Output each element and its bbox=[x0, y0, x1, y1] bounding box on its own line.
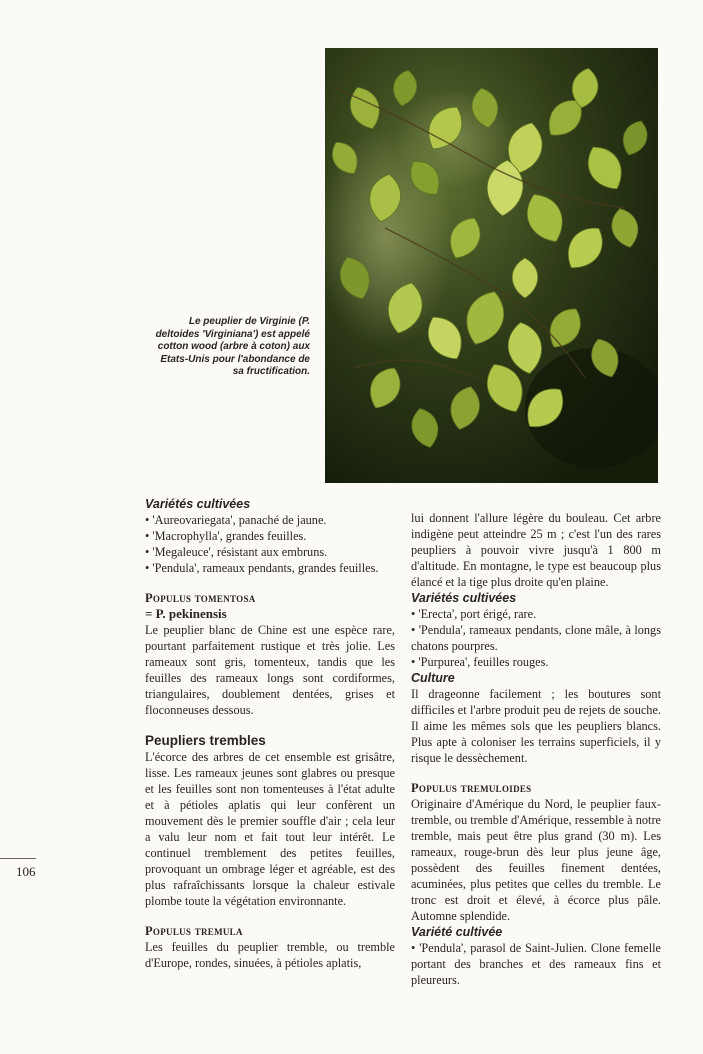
tremula-continued-text: lui donnent l'allure légère du bouleau. Cet arbre indigène peut atteindre 25 m ; c'est l'un des rares peupliers à pouvoir vivre jusqu'à 1 800 m d'altitude. En montagne, le type est beaucoup plus élancé et la tige plus droite qu'en plaine. bbox=[411, 511, 661, 589]
list-item: • 'Pendula', rameaux pendants, grandes feuilles. bbox=[145, 560, 395, 576]
right-column bbox=[411, 510, 661, 988]
varieties-heading: Variétés cultivées bbox=[145, 497, 251, 511]
tremuloides-title: Populus tremuloides bbox=[411, 781, 532, 795]
variety-list bbox=[411, 940, 661, 988]
photo-caption: Le peuplier de Virginie (P. deltoides 'Virginiana') est appelé cotton wood (arbre à coton) aux Etats-Unis pour l'abondance de sa fructification. bbox=[155, 316, 310, 377]
variety-heading: Variété cultivée bbox=[411, 925, 503, 939]
varieties-list bbox=[145, 512, 395, 576]
varieties-heading: Variétés cultivées bbox=[411, 591, 517, 605]
list-item: • 'Pendula', rameaux pendants, clone mâle, à longs chatons pourpres. bbox=[411, 622, 661, 654]
tomentosa-title: Populus tomentosa bbox=[145, 591, 256, 605]
page-number: 106 bbox=[16, 864, 36, 879]
leaf-illustration bbox=[325, 48, 658, 483]
list-item: • 'Purpurea', feuilles rouges. bbox=[411, 654, 661, 670]
list-item: • 'Aureovariegata', panaché de jaune. bbox=[145, 512, 395, 528]
culture-text: Il drageonne facilement ; les boutures sont difficiles et l'arbre produit peu de rejets de souche. Il aime les mêmes sols que les peupliers blancs. Plus apte à coloniser les terrains superficiels, il y risque le dessèchement. bbox=[411, 687, 661, 765]
tremula-title: Populus tremula bbox=[145, 924, 243, 938]
tremula-text: Les feuilles du peuplier tremble, ou tremble d'Europe, rondes, sinuées, à pétioles aplatis, bbox=[145, 940, 395, 970]
list-item: • 'Pendula', parasol de Saint-Julien. Clone femelle portant des branches et des rameaux fins et pleureurs. bbox=[411, 940, 661, 988]
list-item: • 'Erecta', port érigé, rare. bbox=[411, 606, 661, 622]
tomentosa-text: Le peuplier blanc de Chine est une espèce rare, pourtant parfaitement rustique et très jolie. Les rameaux sont gris, tomenteux, tandis que les feuilles des rameaux longs sont cordiformes, triangulaires, doublement dentées, grises et floconneuses dessous. bbox=[145, 623, 395, 717]
trembles-title: Peupliers trembles bbox=[145, 733, 266, 748]
tomentosa-synonym: = P. pekinensis bbox=[145, 606, 227, 621]
list-item: • 'Macrophylla', grandes feuilles. bbox=[145, 528, 395, 544]
list-item: • 'Megaleuce', résistant aux embruns. bbox=[145, 544, 395, 560]
trembles-text: L'écorce des arbres de cet ensemble est grisâtre, lisse. Les rameaux jeunes sont glabres ou presque et les feuilles sont non tomenteuses à l'état adulte et à pétioles aplatis qui leur confèrent un mouvement dès le premier souffle d'air ; cela leur a valu leur nom et fait tout leur intérêt. Le continuel tremblement des petites feuilles, provoquant un ombrage léger et agréable, est des plus rafraîchissants lorsque la chaleur estivale plombe toute la végétation environnante. bbox=[145, 750, 395, 908]
culture-heading: Culture bbox=[411, 671, 455, 685]
page-number-rule bbox=[0, 858, 36, 859]
left-column bbox=[145, 496, 395, 971]
tremuloides-text: Originaire d'Amérique du Nord, le peuplier faux-tremble, ou tremble d'Amérique, ressemble à notre tremble, mais peut être plus grand (30 m). Les rameaux, rouge-brun dès leur plus jeune âge, possèdent des feuilles finement dentées, acuminées, plus petites que celles du tremble. Le tronc est droit et élevé, à écorce plus pâle. Automne splendide. bbox=[411, 797, 661, 923]
varieties-list bbox=[411, 606, 661, 670]
poplar-leaves-photo bbox=[325, 48, 658, 483]
